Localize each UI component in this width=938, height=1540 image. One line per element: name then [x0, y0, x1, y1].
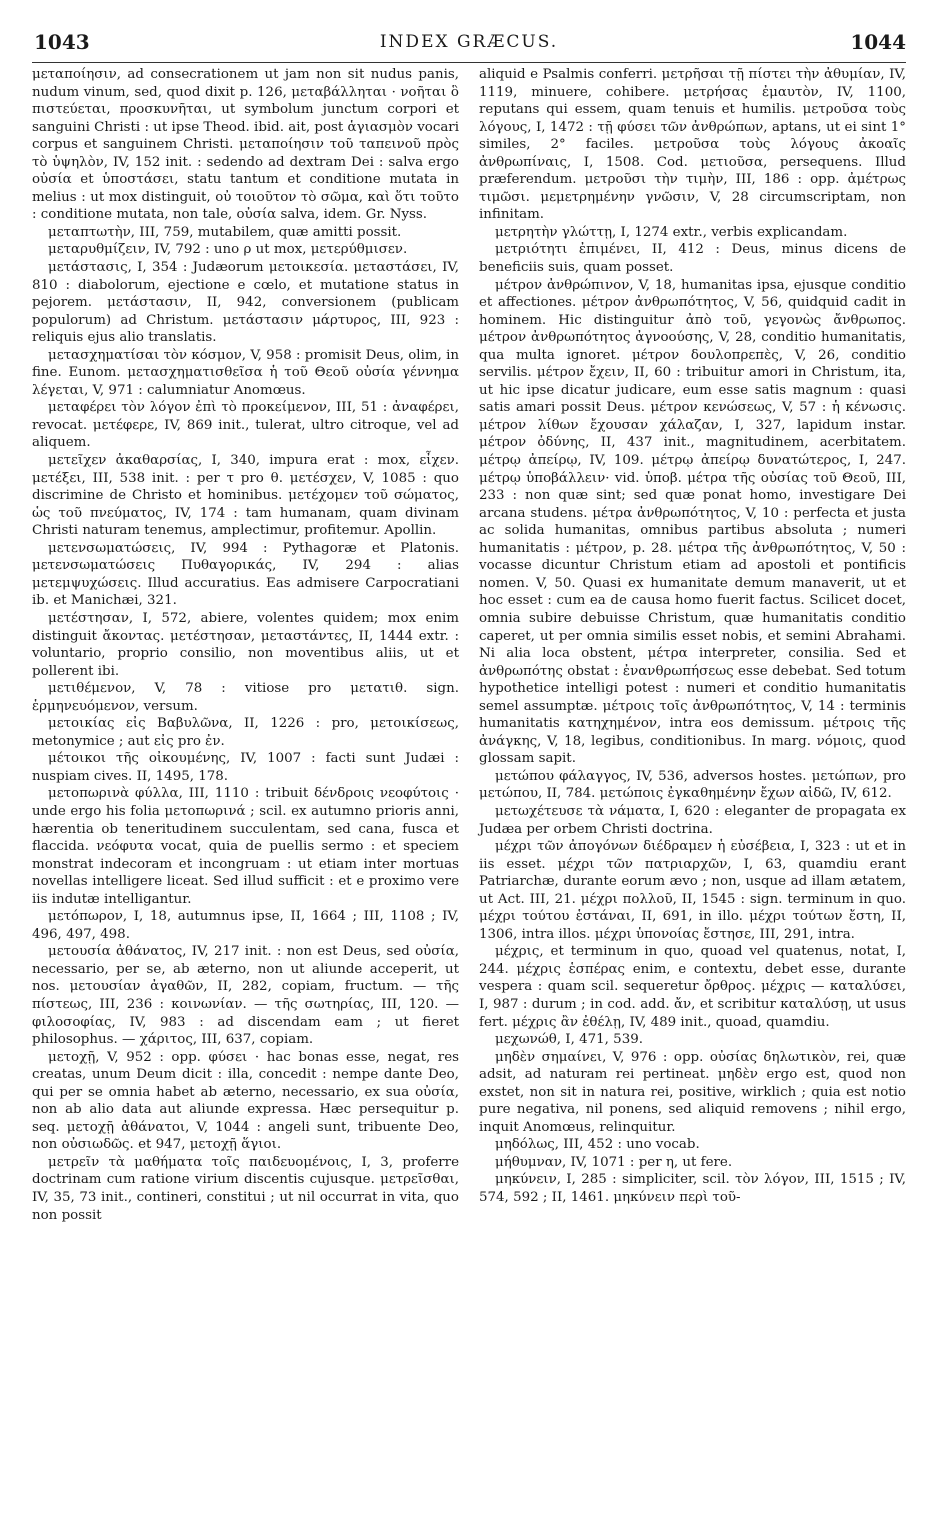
left-column — [32, 66, 459, 1224]
index-entry: μετενσωματώσεις, IV, 994 : Pythagoræ et Platonis. μετενσωματώσεις Πυθαγορικάς, IV, 294 : alias μετεμψυχώσεις. Illud accuratius. Eas admisere Carpocratiani ib. et Manichæi, 321. — [32, 540, 459, 609]
index-entry: μετοπωρινὰ φύλλα, III, 1110 : tribuit δένδροις νεοφύτοις · unde ergo his folia μετοπωρινά ; scil. ex autumno prioris anni, hærentia ob teneritudinem succulentam, sed cana, fusca et flaccida. νεόφυτα vocat, quia de puellis sermo : et speciem monstrat indecoram et incongruam : ut etiam inter mortuas novellas intelligere liceat. Sed illud sufficit : et e proximo vere iis indutæ intelligantur. — [32, 786, 459, 907]
index-entry: μετοικίας εἰς Βαβυλῶνα, II, 1226 : pro, μετοικίσεως, metonymice ; aut εἰς pro ἐν. — [32, 716, 459, 749]
index-entry: μετάστασις, I, 354 : Judæorum μετοικεσία. μεταστάσει, IV, 810 : diabolorum, ejectione e cœlo, et mutatione status in pejorem. μετάστασιν, II, 942, conversionem (publicam populorum) ad Christum. μετάστασιν μάρτυρος, III, 923 : reliquis ejus alio translatis. — [32, 260, 459, 346]
index-entry: μετέστησαν, I, 572, abiere, volentes quidem; mox enim distinguit ἄκοντας. μετέστησαν, μεταστάντες, II, 1444 extr. : voluntario, proprio consilio, non moventibus aliis, ut et pollerent ibi. — [32, 610, 459, 679]
index-entry: μεταφέρει τὸν λόγον ἐπὶ τὸ προκείμενον, III, 51 : ἀναφέρει, revocat. μετέφερε, IV, 869 init., tulerat, ultro citroque, vel ad aliquem. — [32, 400, 459, 451]
index-entry: μετεῖχεν ἀκαθαρσίας, I, 340, impura erat : mox, εἶχεν. μετέξει, III, 538 init. : per τ pro θ. μετέσχεν, V, 1085 : quo discrimine de Christo et hominibus. μετέχομεν τοῦ σώματος, ὡς τοῦ πνεύματος, IV, 174 : tam humanam, quam divinam Christi naturam tenemus, amplectimur, profitemur. Apollin. — [32, 453, 459, 539]
index-entry: μέτοικοι τῆς οἰκουμένης, IV, 1007 : facti sunt Judæi : nuspiam cives. II, 1495, 178. — [32, 751, 459, 784]
index-entry: μεταποίησιν, ad consecrationem ut jam non sit nudus panis, nudum vinum, sed, quod dixit p. 126, μεταβάλληται · νοῆται ὃ πιστεύεται, προσκυνῆται, ut symbolum junctum corpori et sanguini Christi : ut ipse Theod. ibid. ait, post ἁγιασμὸν vocari corpus et sanguinem Christi. μεταποίησιν τοῦ ταπεινοῦ πρὸς τὸ ὑψηλὸν, IV, 152 init. : sedendo ad dextram Dei : salva ergo οὐσία et ὑποστάσει, statu tantum et conditione mutata in melius : ut mox distinguit, οὐ τοιοῦτον τὸ σῶμα, καὶ ὅτι τοῦτο : conditione mutata, non tale, οὐσία salva, idem. Gr. Nyss. — [32, 67, 459, 223]
index-entry: μετωχέτευσε τὰ νάματα, I, 620 : eleganter de propagata ex Judæa per orbem Christi doctrina. — [479, 803, 906, 837]
index-entry: μέχρι τῶν ἀπογόνων διέδραμεν ἡ εὐσέβεια, I, 323 : ut et in iis esset. μέχρι τῶν πατριαρχῶν, I, 63, quamdiu erant Patriarchæ, durante eorum ævo ; non, usque ad illam ætatem, ut Act. III, 21. μέχρι πολλοῦ, II, 1545 : sign. terminum in quo. μέχρι τούτου ἑστάναι, II, 691, in illo. μέχρι τούτων ἔστη, II, 1306, intra illos. μέχρι ὑπονοίας ἔστησε, III, 291, intra. — [479, 839, 906, 942]
index-entry: μετοχῇ, V, 952 : opp. φύσει · hac bonas esse, negat, res creatas, unum Deum dicit : illa, concedit : nempe dante Deo, qui per se omnia habet ab æterno, necessario, ex sua οὐσία, non ab alio data aut aliunde expressa. Hæc persequitur p. seq. μετοχῇ ἀθάνατοι, V, 1044 : angeli sunt, tribuente Deo, non οὐσιωδῶς. et 947, μετοχῇ ἅγιοι. — [32, 1049, 459, 1153]
index-entry: μηδόλως, III, 452 : uno vocab. — [495, 1137, 700, 1153]
index-entry: μετιθέμενον, V, 78 : vitiose pro μετατιθ. sign. ἑρμηνευόμενον, versum. — [32, 681, 459, 714]
index-entry: μηδὲν σημαίνει, V, 976 : opp. οὐσίας δηλωτικὸν, rei, quæ adsit, ad naturam rei pertineat. μηδὲν ergo est, quod non exstet, non sit in natura rei, positive, wirklich ; quia est notio pure negativa, nil ponens, sed aliquid removens ; nihil ergo, inquit Anomœus, relinquitur. — [479, 1049, 906, 1135]
index-entry: μετρεῖν τὰ μαθήματα τοῖς παιδευομένοις, I, 3, proferre doctrinam cum ratione virium discentis cujusque. μετρεῖσθαι, IV, 35, 73 init., contineri, constitui ; ut nil occurrat in vita, quo non possit — [32, 1154, 459, 1223]
header-rule — [32, 62, 906, 63]
index-entry: μεχωνώθ, I, 471, 539. — [495, 1032, 643, 1048]
page-number-right: 1044 — [850, 30, 906, 54]
index-entry: μέτρον ἀνθρώπινον, V, 18, humanitas ipsa, ejusque conditio et affectiones. μέτρον ἀνθρωπότητος, V, 56, quidquid cadit in hominem. Hic distinguitur ἀπὸ τοῦ, γεγονὼς ἄνθρωπος. μέτρον ἀνθρωπότητος ἀγνοούσης, V, 28, conditio humanitatis, qua multa ignoret. μέτρον δουλοπρεπὲς, V, 26, conditio servilis. μέτρον ἔχειν, II, 60 : tribuitur amori in Christum, ita, ut hic ipse dicatur judicare, eum esse satis magnum : quasi satis amari possit Deus. μέτρον κενώσεως, V, 57 : ἡ κένωσις. μέτρον λίθων ἔχουσαν χάλαζαν, I, 327, lapidum instar. μέτρον ὀδύνης, II, 437 init., magnitudinem, acerbitatem. μέτρῳ ἀπείρῳ, IV, 109. μέτρῳ ἀπείρῳ δυνατώτερος, I, 247. μέτρῳ ὑποβάλλειν· vid. ὑποβ. μέτρα τῆς οὐσίας τοῦ Θεοῦ, III, 233 : non quæ sint; sed quæ ponat homo, investigare Dei arcana studens. μέτρα ἀνθρωπότητος, V, 10 : perfecta et justa ac solida humanitas, omnibus partibus absoluta ; numeri humanitatis : μέτρον, p. 28. μέτρα τῆς ἀνθρωπότητος, V, 50 : vocasse dicuntur Christum etiam ad apostoli et pontificis nomen. V, 50. Quasi ex humanitate demum manaverit, ut et hoc esset : cum ea de causa homo fuerit factus. Scilicet docet, omnia subire debuisse Christum, quæ humanitatis conditio caperet, ut per omnia similis esset nobis, et semini Abrahami. Ni alia loca obstent, μέτρα interpreter, consilia. Sed et ἀνθρωπότης obstat : ἐνανθρωπήσεως esse debebat. Sed totum hypothetice intelligi potest : numeri et conditio humanitatis semel assumptæ. μέτροις τοῖς ἀνθρωπότητος, V, 14 : terminis humanitatis κατηχημένον, intra eos demissum. μέτροις τῆς ἀνάγκης, V, 18, legibus, conditionibus. In marg. νόμοις, quod glossam sapit. — [479, 277, 906, 767]
page-number-left: 1043 — [34, 30, 90, 54]
index-entry: μετόπωρον, I, 18, autumnus ipse, II, 1664 ; III, 1108 ; IV, 496, 497, 498. — [32, 909, 459, 942]
index-entry: μετουσία ἀθάνατος, IV, 217 init. : non est Deus, sed οὐσία, necessario, per se, ab æterno, non ut aliunde acceperit, ut nos. μετουσίαν ἀγαθῶν, II, 282, copiam, fructum. — τῆς πίστεως, III, 236 : κοινωνίαν. — τῆς σωτηρίας, III, 120. — φιλοσοφίας, IV, 983 : ad discendam eam ; ut fieret philosophus. — χάριτος, III, 637, copiam. — [32, 944, 459, 1048]
index-entry: μετώπου φάλαγγος, IV, 536, adversos hostes. μετώπων, pro μετώπου, II, 784. μετώποις ἐγκαθημένην ἔχων αἰδῶ, IV, 612. — [479, 768, 906, 802]
index-entry: μηκύνειν, I, 285 : simpliciter, scil. τὸν λόγον, III, 1515 ; IV, 574, 592 ; II, 1461. μηκύνειν περὶ τοῦ- — [479, 1172, 906, 1205]
index-entry: μέχρις, et terminum in quo, quoad vel quatenus, notat, I, 244. μέχρις ἑσπέρας enim, e contextu, debet esse, durante vespera : quam scil. sequeretur ὄρθρος. μέχρις — καταλύσει, I, 987 : durum ; in cod. add. ἄν, et scribitur καταλύσῃ, ut usus fert. μέχρις ἂν ἐθέλῃ, IV, 489 init., quoad, quamdiu. — [479, 944, 906, 1030]
running-title: INDEX GRÆCUS. — [379, 32, 559, 52]
right-column — [479, 66, 906, 1207]
index-entry: μεταρυθμίζειν, IV, 792 : uno ρ ut mox, μετερύθμισεν. — [48, 242, 408, 258]
index-entry: μεταπτωτὴν, III, 759, mutabilem, quæ amitti possit. — [48, 224, 402, 240]
index-entry: aliquid e Psalmis conferri. μετρῆσαι τῇ πίστει τὴν ἀθυμίαν, IV, 1119, minuere, cohibere. μετρήσας ἐμαυτὸν, IV, 1100, reputans qui essem, quam tenuis et humilis. μετροῦσα τοὺς λόγους, I, 1472 : τῇ φύσει τῶν ἀνθρώπων, aptans, ut ei sint 1° similes, 2° faciles. μετροῦσα τοὺς λόγους ἀκοαῖς ἀνθρωπίναις, I, 1508. Cod. μετιοῦσα, persequens. Illud præferendum. μετροῦσι τὴν τιμὴν, III, 186 : opp. ἀμέτρως τιμῶσι. μεμετρημένην γνῶσιν, V, 28 circumscriptam, non infinitam. — [479, 67, 906, 223]
page-header — [32, 30, 906, 60]
index-entry: μήθυμναν, IV, 1071 : per η, ut fere. — [495, 1154, 733, 1170]
index-entry: μετρητὴν γλώττῃ, I, 1274 extr., verbis explicandam. — [495, 224, 848, 240]
index-entry: μετασχηματίσαι τὸν κόσμον, V, 958 : promisit Deus, olim, in fine. Eunom. μετασχηματισθεῖσα ἡ τοῦ Θεοῦ οὐσία γέννημα λέγεται, V, 971 : calumniatur Anomœus. — [32, 347, 459, 398]
index-entry: μετριότητι ἐπιμένει, II, 412 : Deus, minus dicens de beneficiis suis, quam posset. — [479, 242, 906, 276]
